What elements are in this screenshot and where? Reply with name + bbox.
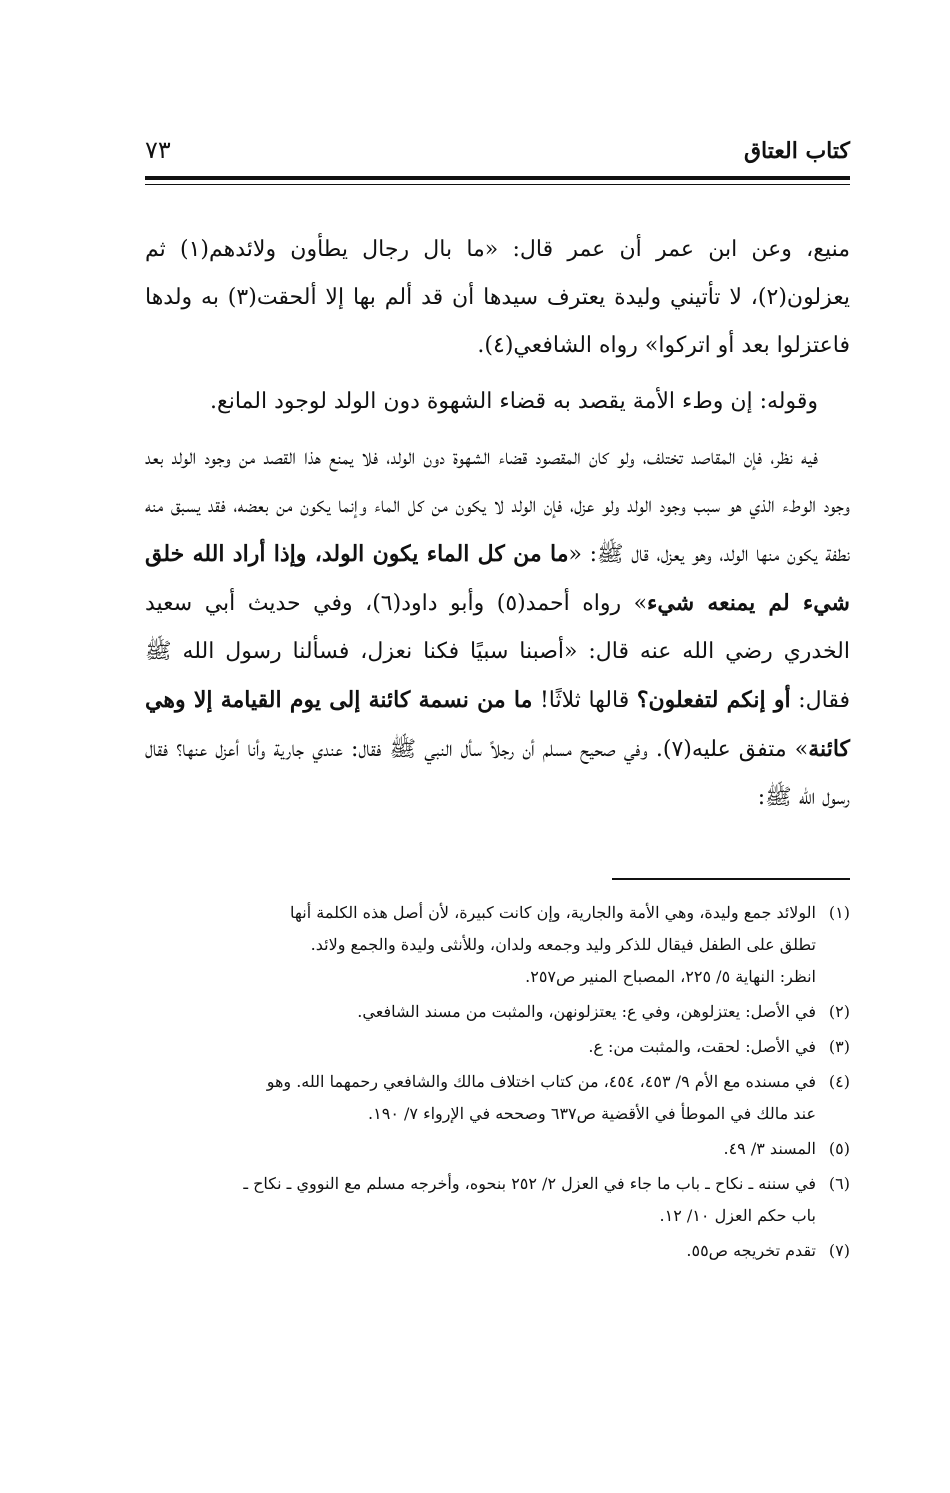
main-text [145, 226, 850, 822]
footnote-number: (٥) [828, 1139, 850, 1158]
footnote-line: المسند ٣/ ٤٩. [723, 1139, 816, 1158]
footnote-text [145, 1168, 816, 1232]
footnote-line: في مسنده مع الأم ٩/ ٤٥٣، ٤٥٤، من كتاب اختلاف مالك والشافعي رحمهما الله. وهو [266, 1072, 816, 1091]
footnote-item [145, 897, 850, 993]
footnote-text [145, 1066, 816, 1130]
footnote-number: (٧) [828, 1241, 850, 1260]
footnote-text [145, 996, 816, 1028]
footnote-line: تقدم تخريجه ص٥٥. [686, 1241, 816, 1260]
footnote-line: في سننه ـ نكاح ـ باب ما جاء في العزل ٢/ ٢٥٢ بنحوه، وأخرجه مسلم مع النووي ـ نكاح ـ [243, 1174, 816, 1193]
footnote-line: في الأصل: لحقت، والمثبت من: ع. [588, 1037, 816, 1056]
paragraph-3-text-4: » متفق عليه(٧). وفي صحيح مسلم أن رجلاً سأل النبي ﷺ فقال: عندي جارية وأنا أعزل عنها؟ فقال رسول الله ﷺ: [145, 737, 850, 810]
footnote-item [145, 1235, 850, 1267]
page-number: ٧٣ [145, 136, 171, 164]
paragraph-3-text-3: قالها ثلاثًا! [532, 688, 637, 713]
footnote-text [145, 1133, 816, 1165]
footnote-number: (٦) [828, 1174, 850, 1193]
running-title: كتاب العتاق [743, 138, 850, 164]
footnote-line: تطلق على الطفل فيقال للذكر وليد وجمعه ولدان، وللأنثى وليدة والجمع ولائد. [310, 935, 816, 954]
hadith-quote-2: أو إنكم لتفعلون؟ [636, 687, 791, 713]
footnote-line: عند مالك في الموطأ في الأقضية ص٦٣٧ وصححه في الإرواء ٧/ ١٩٠. [368, 1104, 816, 1123]
footnote-line: انظر: النهاية ٥/ ٢٢٥، المصباح المنير ص٢٥٧. [525, 967, 816, 986]
footnote-separator [612, 878, 850, 880]
hadith-quote-3: ما من نسمة كائنة إلى يوم القيامة إلا وهي كائنة [145, 687, 850, 762]
header-rule-thick [145, 176, 850, 180]
paragraph-1: منيع، وعن ابن عمر أن عمر قال: «ما بال رجال يطأون ولائدهم(١) ثم يعزلون(٢)، لا تأتيني وليدة يعترف سيدها أن قد ألم بها إلا ألحقت(٣) به ولدها فاعتزلوا بعد أو اتركوا» رواه الشافعي(٤). [145, 237, 851, 358]
paragraph-3 [145, 434, 850, 822]
hadith-quote-1: ما من كل الماء يكون الولد، وإذا أراد الله خلق شيء لم يمنعه شيء [145, 541, 850, 616]
footnotes [145, 897, 850, 1270]
footnote-number: (١) [828, 903, 850, 922]
footnote-text [145, 1031, 816, 1063]
footnote-text [145, 1235, 816, 1267]
footnote-line: في الأصل: يعتزلوهن، وفي ع: يعتزلونهن، والمثبت من مسند الشافعي. [357, 1002, 816, 1021]
page-header [145, 132, 850, 172]
footnote-item [145, 996, 850, 1028]
header-rule-thin [145, 184, 850, 185]
footnote-text [145, 897, 816, 993]
footnote-item [145, 1168, 850, 1232]
paragraph-2: وقوله: إن وطء الأمة يقصد به قضاء الشهوة دون الولد لوجود المانع. [210, 389, 818, 414]
footnote-line: باب حكم العزل ١٠/ ١٢. [659, 1206, 816, 1225]
footnote-item [145, 1031, 850, 1063]
footnote-line: الولائد جمع وليدة، وهي الأمة والجارية، وإن كانت كبيرة، لأن أصل هذه الكلمة أنها [290, 903, 816, 922]
footnote-number: (٢) [828, 1002, 850, 1021]
footnote-item [145, 1133, 850, 1165]
paragraph-3-text-2: » رواه أحمد(٥) وأبو داود(٦)، وفي حديث أبي سعيد الخدري رضي الله عنه قال: «أصبنا سبيًا فكنا نعزل، فسألنا رسول الله ﷺ فقال: [145, 591, 851, 713]
footnote-number: (٣) [828, 1037, 850, 1056]
paragraph-3-text-1: فيه نظر، فإن المقاصد تختلف، ولو كان المقصود قضاء الشهوة دون الولد، فلا يمنع هذا القصد من وجود الولد بعد وجود الوطء الذي هو سبب وجود الولد ولو عزل، فإن الولد لا يكون من كل الماء وإنما يكون من بعضه، فقد يسبق منه نطفة يكون منها الولد، وهو يعزل، قال ﷺ: « [145, 445, 850, 567]
footnote-number: (٤) [828, 1072, 850, 1091]
footnote-item [145, 1066, 850, 1130]
